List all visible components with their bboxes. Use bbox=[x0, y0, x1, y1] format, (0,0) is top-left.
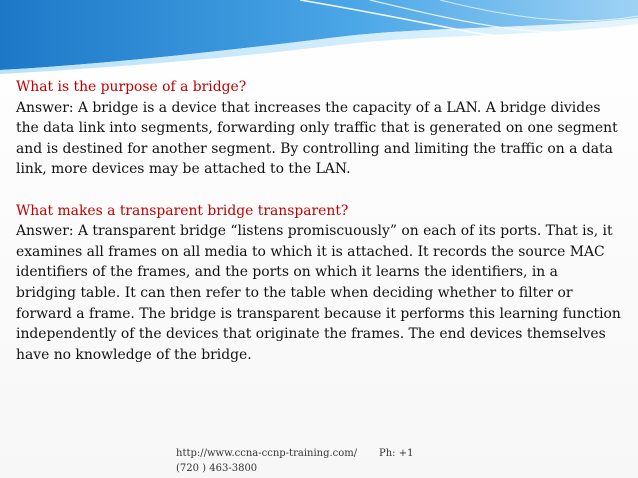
answer-2: Answer: A transparent bridge “listens promiscuously” on each of its ports. That is, it examines all frames on all media to which it is attached. It records the source MAC identifiers of the frames, and the ports on which it learns the identifiers, in a bridging table. It can then refer to the table when deciding whether to filter or forward a frame. The bridge is transparent because it performs this learning function independently of the devices that originate the frames. The end devices themselves have no knowledge of the bridge. bbox=[16, 223, 621, 363]
footer-phone-label: Ph: +1 bbox=[379, 448, 414, 459]
slide-content bbox=[16, 77, 622, 365]
footer-url-link[interactable]: http://www.ccna-ccnp-training.com/ bbox=[176, 448, 358, 459]
header-wave-decoration bbox=[0, 0, 638, 80]
footer-phone-number: (720 ) 463-3800 bbox=[176, 463, 258, 474]
paragraph-spacer bbox=[16, 180, 622, 201]
answer-1: Answer: A bridge is a device that increases the capacity of a LAN. A bridge divides the data link into segments, forwarding only traffic that is generated on one segment and is destined for another segment. By controlling and limiting the traffic on a data link, more devices may be attached to the LAN. bbox=[16, 99, 618, 178]
footer bbox=[176, 446, 446, 476]
question-1: What is the purpose of a bridge? bbox=[16, 79, 247, 95]
question-2: What makes a transparent bridge transparent? bbox=[16, 202, 349, 219]
